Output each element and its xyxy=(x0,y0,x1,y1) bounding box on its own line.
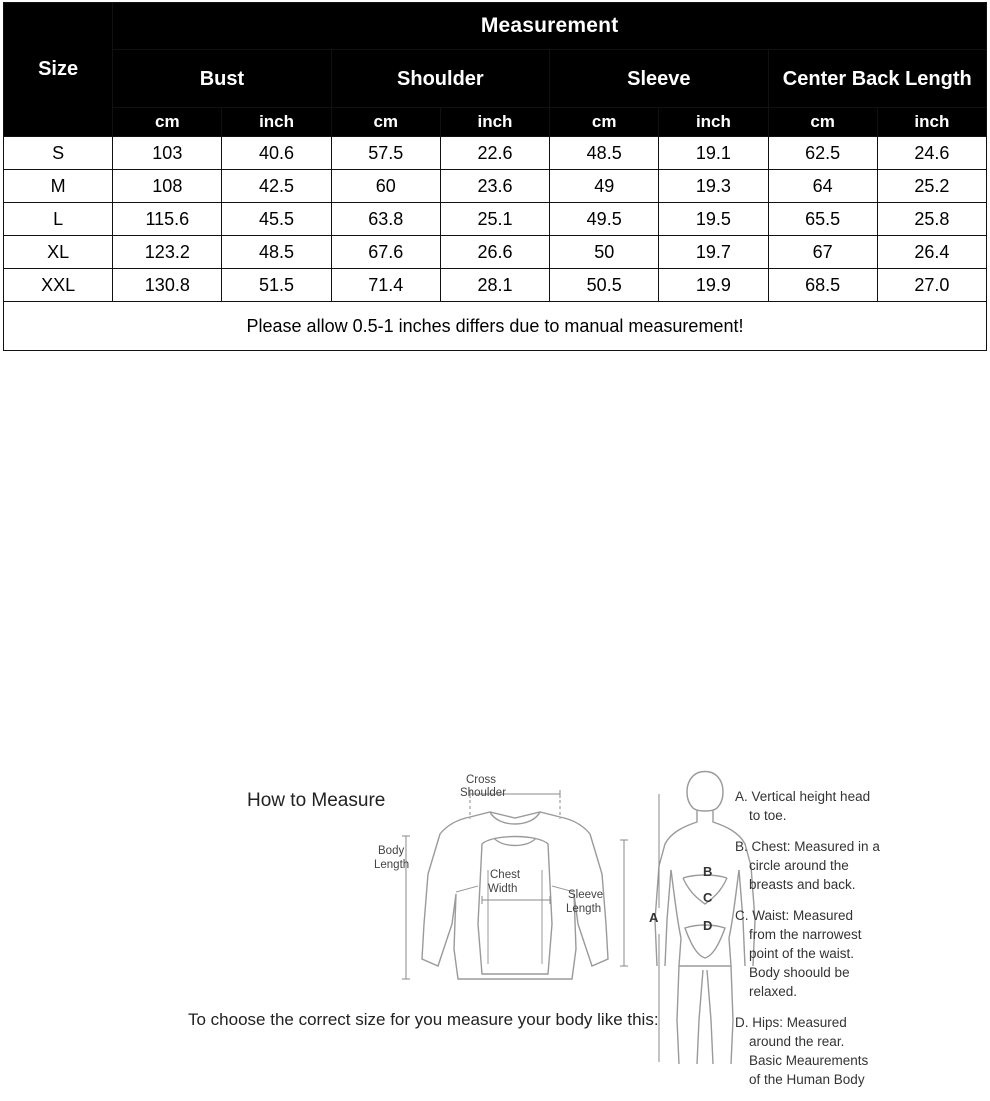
legend-item-a xyxy=(735,787,985,825)
legend-b-line1: B. Chest: Measured in a xyxy=(735,839,880,854)
header-cell-unit-shoulder-inch: inch xyxy=(440,108,549,137)
cell-bust-cm: 108 xyxy=(113,170,222,203)
legend-c-line4: Body shoould be xyxy=(749,965,850,980)
legend-d-line2: around the rear. xyxy=(749,1034,845,1049)
cell-bust-cm: 115.6 xyxy=(113,203,222,236)
cell-size: S xyxy=(4,137,113,170)
header-cell-unit-sleeve-inch: inch xyxy=(659,108,768,137)
cell-sleeve-cm: 50 xyxy=(550,236,659,269)
cell-cbl-inch: 27.0 xyxy=(877,269,986,302)
header-cell-unit-bust-cm: cm xyxy=(113,108,222,137)
legend-c-line5: relaxed. xyxy=(749,984,798,999)
cell-shoulder-inch: 25.1 xyxy=(440,203,549,236)
cell-bust-cm: 123.2 xyxy=(113,236,222,269)
header-cell-shoulder: Shoulder xyxy=(331,50,549,108)
cell-sleeve-cm: 49.5 xyxy=(550,203,659,236)
cell-size: M xyxy=(4,170,113,203)
table-row xyxy=(4,236,987,269)
cell-sleeve-inch: 19.5 xyxy=(659,203,768,236)
how-to-measure-title: How to Measure xyxy=(247,790,386,811)
legend-item-c xyxy=(735,906,985,1001)
cell-sleeve-inch: 19.1 xyxy=(659,137,768,170)
cell-cbl-inch: 24.6 xyxy=(877,137,986,170)
cell-shoulder-cm: 57.5 xyxy=(331,137,440,170)
header-cell-unit-sleeve-cm: cm xyxy=(550,108,659,137)
cell-cbl-cm: 64 xyxy=(768,170,877,203)
legend-item-d xyxy=(735,1013,985,1089)
table-note-row xyxy=(4,302,987,351)
label-sleeve-length-line2: Length xyxy=(566,903,602,915)
cell-cbl-cm: 62.5 xyxy=(768,137,877,170)
cell-sleeve-cm: 49 xyxy=(550,170,659,203)
cell-shoulder-cm: 60 xyxy=(331,170,440,203)
cell-shoulder-inch: 26.6 xyxy=(440,236,549,269)
cell-sleeve-inch: 19.9 xyxy=(659,269,768,302)
cell-bust-inch: 42.5 xyxy=(222,170,331,203)
cell-shoulder-cm: 71.4 xyxy=(331,269,440,302)
label-sleeve-length-line1: Sleeve xyxy=(568,889,604,901)
cell-bust-cm: 103 xyxy=(113,137,222,170)
body-marker-d: D xyxy=(703,918,713,933)
cell-cbl-inch: 26.4 xyxy=(877,236,986,269)
cell-sleeve-inch: 19.7 xyxy=(659,236,768,269)
legend-d-line4: of the Human Body xyxy=(749,1072,865,1087)
cell-sleeve-inch: 19.3 xyxy=(659,170,768,203)
legend-b-line3: breasts and back. xyxy=(749,877,856,892)
label-body-length-line2: Length xyxy=(374,859,410,871)
cell-bust-cm: 130.8 xyxy=(113,269,222,302)
legend-a-line2: to toe. xyxy=(749,808,787,823)
table-row xyxy=(4,269,987,302)
garment-diagram-svg xyxy=(370,774,660,1004)
cell-shoulder-inch: 23.6 xyxy=(440,170,549,203)
measurement-note: Please allow 0.5-1 inches differs due to manual measurement! xyxy=(4,302,987,351)
cell-bust-inch: 51.5 xyxy=(222,269,331,302)
cell-shoulder-cm: 63.8 xyxy=(331,203,440,236)
header-cell-size: Size xyxy=(4,3,113,137)
header-cell-unit-bust-inch: inch xyxy=(222,108,331,137)
header-cell-unit-shoulder-cm: cm xyxy=(331,108,440,137)
body-marker-b: B xyxy=(703,864,713,879)
body-measure-legend xyxy=(735,787,985,1101)
header-cell-center-back-length: Center Back Length xyxy=(768,50,986,108)
legend-item-b xyxy=(735,837,985,894)
size-chart-table-wrapper xyxy=(3,2,987,351)
table-header-row-3 xyxy=(4,108,987,137)
cell-cbl-cm: 65.5 xyxy=(768,203,877,236)
label-cross-shoulder-line2: Shoulder xyxy=(460,787,507,799)
table-row xyxy=(4,203,987,236)
how-to-measure-section xyxy=(0,382,990,1087)
legend-c-line2: from the narrowest xyxy=(749,927,862,942)
label-chest-width-line1: Chest xyxy=(490,869,521,881)
garment-measure-diagram xyxy=(370,774,660,1004)
legend-c-line3: point of the waist. xyxy=(749,946,855,961)
legend-d-line3: Basic Meaurements xyxy=(749,1053,869,1068)
cell-sleeve-cm: 50.5 xyxy=(550,269,659,302)
cell-cbl-inch: 25.8 xyxy=(877,203,986,236)
header-cell-unit-cbl-cm: cm xyxy=(768,108,877,137)
cell-shoulder-inch: 22.6 xyxy=(440,137,549,170)
cell-bust-inch: 40.6 xyxy=(222,137,331,170)
legend-a-line1: A. Vertical height head xyxy=(735,789,871,804)
cell-cbl-cm: 67 xyxy=(768,236,877,269)
header-cell-unit-cbl-inch: inch xyxy=(877,108,986,137)
cell-shoulder-inch: 28.1 xyxy=(440,269,549,302)
legend-d-line1: D. Hips: Measured xyxy=(735,1015,847,1030)
cell-cbl-cm: 68.5 xyxy=(768,269,877,302)
header-cell-bust: Bust xyxy=(113,50,331,108)
cell-size: XXL xyxy=(4,269,113,302)
legend-b-line2: circle around the xyxy=(749,858,849,873)
table-header-row-2 xyxy=(4,50,987,108)
label-chest-width-line2: Width xyxy=(488,883,518,895)
cell-bust-inch: 48.5 xyxy=(222,236,331,269)
body-marker-a: A xyxy=(649,910,659,925)
choose-size-instruction: To choose the correct size for you measure your body like this: xyxy=(188,1010,659,1029)
cell-bust-inch: 45.5 xyxy=(222,203,331,236)
label-body-length-line1: Body xyxy=(378,845,405,857)
header-cell-measurement: Measurement xyxy=(113,3,987,50)
size-chart-table xyxy=(3,2,987,351)
table-row xyxy=(4,170,987,203)
label-cross-shoulder-line1: Cross xyxy=(466,774,497,786)
table-row xyxy=(4,137,987,170)
body-marker-c: C xyxy=(703,890,713,905)
header-cell-sleeve: Sleeve xyxy=(550,50,768,108)
table-header-row-1 xyxy=(4,3,987,50)
cell-cbl-inch: 25.2 xyxy=(877,170,986,203)
cell-shoulder-cm: 67.6 xyxy=(331,236,440,269)
cell-sleeve-cm: 48.5 xyxy=(550,137,659,170)
cell-size: XL xyxy=(4,236,113,269)
legend-c-line1: C. Waist: Measured xyxy=(735,908,854,923)
cell-size: L xyxy=(4,203,113,236)
